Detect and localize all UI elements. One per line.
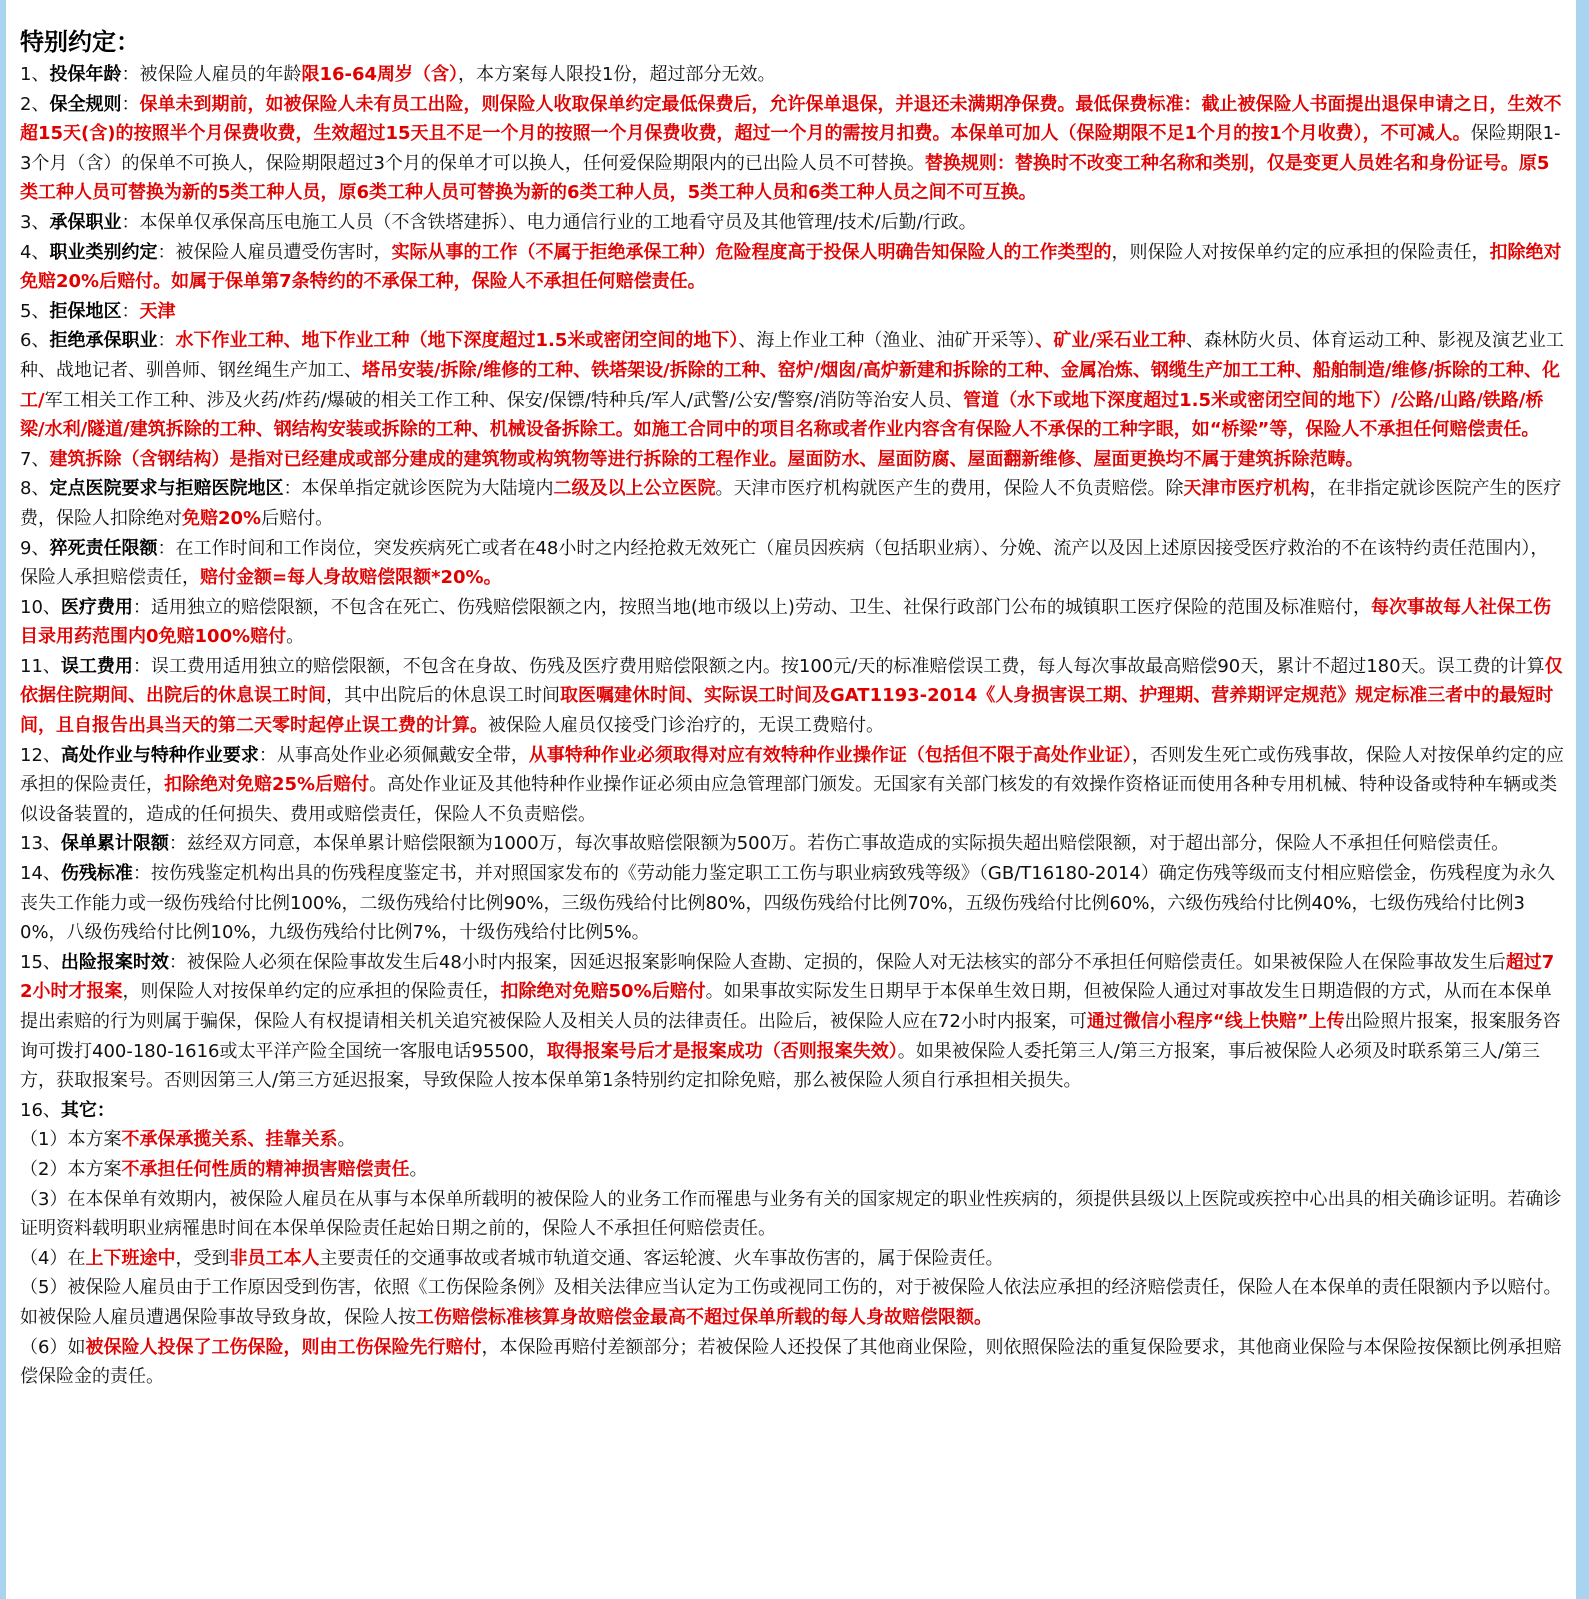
clause-heading: 猝死责任限额: [49, 537, 158, 559]
document-page: [6, 0, 1576, 1599]
clause-paragraph: [20, 593, 1564, 652]
highlight-text: 每次事故每人社保工伤目录用药范围内0免赔100%赔付: [20, 596, 1551, 648]
clause-text: 、森林防火员、体育运动工种、影视及演艺业工种、战地记者、驯兽师、钢丝绳生产加工、: [20, 330, 1564, 381]
clause-paragraph: [20, 1244, 1564, 1274]
clause-paragraph: [20, 534, 1564, 593]
highlight-text: 天津市医疗机构: [1183, 478, 1310, 500]
clause-text: 7、: [20, 448, 50, 470]
highlight-text: 替换规则：替换时不改变工种名称和类别，仅是变更人员姓名和身份证号。原5类工种人员可替换为新的5类工种人员，原6类工种人员可替换为新的6类工种人员，5类工种人员和6类工种人员之间不可互换。: [20, 152, 1550, 204]
clause-text: 3、: [20, 211, 50, 233]
clause-text: ，本方案每人限投1份，超过部分无效。: [458, 64, 776, 85]
clause-text: 12、: [20, 744, 61, 766]
highlight-text: 取得报案号后才是报案成功（否则报案失效）: [546, 1040, 898, 1062]
clause-text: ：从事高处作业必须佩戴安全带，: [258, 744, 529, 766]
highlight-text: 免赔20%: [182, 507, 262, 529]
clause-paragraph: [20, 326, 1564, 444]
clause-text: ：被保险人雇员遭受伤害时，: [157, 241, 392, 263]
clause-heading: 拒绝承保职业: [49, 330, 158, 352]
clause-paragraph: [20, 297, 1564, 327]
clause-text: 军工相关工作工种、涉及火药/炸药/爆破的相关工作工种、保安/保镖/特种兵/军人/武警/公安/警察/消防等治安人员、: [44, 389, 964, 411]
clause-text: 1、: [20, 64, 50, 85]
clause-heading: 伤残标准: [60, 863, 133, 885]
clause-paragraph: [20, 652, 1564, 741]
clause-text: ：被保险人雇员的年龄: [121, 64, 302, 85]
clause-text: （1）本方案: [20, 1129, 122, 1151]
clause-heading: 投保年龄: [49, 64, 122, 85]
clause-list: [20, 60, 1564, 1392]
clause-paragraph: [20, 90, 1564, 208]
clause-heading: 定点医院要求与拒赔医院地区: [49, 478, 284, 500]
clause-paragraph: [20, 741, 1564, 830]
clause-text: ：: [121, 93, 140, 115]
highlight-text: 上下班途中: [85, 1247, 176, 1269]
clause-text: 4、: [20, 241, 50, 263]
clause-text: 。: [337, 1129, 356, 1151]
clause-paragraph: [20, 1096, 1564, 1126]
highlight-text: 水下作业工种、地下作业工种（地下深度超过1.5米或密闭空间的地下）: [175, 330, 739, 352]
clause-text: ，则保险人对按保单约定的应承担的保险责任，: [1111, 241, 1490, 263]
clause-text: 16、: [20, 1099, 61, 1121]
clause-text: 。如果事故实际发生日期早于本保单生效日期，但被保险人通过对事故发生日期造假的方式，从而在本保单提出索赔的行为则属于骗保，保险人有权提请相关机关追究被保险人及相关人员的法律责任。出险后，被保险人应在72小时内报案，可: [20, 981, 1552, 1032]
clause-text: ：误工费用适用独立的赔偿限额，不包含在身故、伤残及医疗费用赔偿限额之内。按100元/天的标准赔偿误工费，每人每次事故最高赔偿90天，累计不超过180天。误工费的计算: [132, 655, 1545, 677]
highlight-text: 赔付金额=每人身故赔偿限额*20%。: [200, 567, 502, 589]
highlight-text: 扣除绝对免赔25%后赔付: [164, 774, 370, 796]
clause-text: ，否则发生死亡或伤残事故，保险人对按保单约定的应承担的保险责任，: [20, 744, 1564, 796]
highlight-text: 、矿业/采石业工种: [1035, 330, 1186, 352]
highlight-text: 管道（水下或地下深度超过1.5米或密闭空间的地下）/公路/山路/铁路/桥梁/水利/隧道/建筑拆除的工种、钢结构安装或拆除的工种、机械设备拆除工。如施工合同中的项目名称或者作业内容含有保险人不承保的工种字眼，如“桥梁”等，保险人不承担任何赔偿责任。: [20, 389, 1544, 441]
clause-text: 8、: [20, 478, 50, 500]
highlight-text: 二级及以上公立医院: [553, 478, 716, 500]
clause-text: 保险期限1-3个月（含）的保单不可换人，保险期限超过3个月的保单才可以换人，任何爱保险期限内的已出险人员不可替换。: [20, 123, 1561, 174]
clause-paragraph: [20, 1125, 1564, 1155]
clause-text: 。高处作业证及其他特种作业操作证必须由应急管理部门颁发。无国家有关部门核发的有效操作资格证而使用各种专用机械、特种设备或特种车辆或类似设备装置的，造成的任何损失、费用或赔偿责任，保险人不负责赔偿。: [20, 774, 1558, 825]
highlight-text: 扣除绝对免赔20%后赔付。如属于保单第7条特约的不承保工种，保险人不承担任何赔偿责任。: [20, 241, 1562, 293]
clause-paragraph: [20, 208, 1564, 238]
clause-text: 11、: [20, 655, 61, 677]
clause-text: ：本保单仅承保高压电施工人员（不含铁塔建拆）、电力通信行业的工地看守员及其他管理/技术/后勤/行政。: [121, 211, 977, 233]
clause-paragraph: [20, 445, 1564, 475]
highlight-text: 通过微信小程序“线上快赔”上传: [1086, 1011, 1345, 1032]
clause-text: （5）被保险人雇员由于工作原因受到伤害，依照《工伤保险条例》及相关法律应当认定为工伤或视同工伤的，对于被保险人依法应承担的经济赔偿责任，保险人在本保单的责任限额内予以赔付。如被保险人雇员遭遇保险事故导致身故，保险人按: [20, 1277, 1562, 1328]
clause-text: 10、: [20, 596, 61, 618]
clause-text: ：适用独立的赔偿限额，不包含在死亡、伤残赔偿限额之内，按照当地(地市级以上)劳动、卫生、社保行政部门公布的城镇职工医疗保险的范围及标准赔付，: [132, 596, 1371, 618]
highlight-text: 扣除绝对免赔50%后赔付: [500, 981, 706, 1003]
clause-text: ，在非指定就诊医院产生的医疗费，保险人扣除绝对: [20, 478, 1562, 529]
clause-text: （2）本方案: [20, 1158, 122, 1180]
clause-heading: 其它：: [60, 1099, 115, 1121]
highlight-text: 天津: [139, 300, 176, 322]
clause-paragraph: [20, 60, 1564, 90]
highlight-text: 工伤赔偿标准核算身故赔偿金最高不超过保单所载的每人身故赔偿限额。: [416, 1306, 992, 1328]
clause-text: 主要责任的交通事故或者城市轨道交通、客运轮渡、火车事故伤害的，属于保险责任。: [319, 1247, 1004, 1269]
clause-paragraph: [20, 1185, 1564, 1244]
clause-paragraph: [20, 829, 1564, 859]
highlight-text: 实际从事的工作（不属于拒绝承保工种）危险程度高于投保人明确告知保险人的工作类型的: [391, 241, 1112, 263]
clause-text: （4）在: [20, 1247, 86, 1269]
clause-heading: 承保职业: [49, 211, 122, 233]
clause-text: 6、: [20, 330, 50, 352]
clause-text: 2、: [20, 93, 50, 115]
clause-text: ，则保险人对按保单约定的应承担的保险责任，: [122, 981, 501, 1003]
clause-text: 13、: [20, 833, 61, 855]
section-title: 特别约定：: [20, 28, 140, 56]
clause-text: 。: [286, 626, 305, 648]
clause-text: 。如果被保险人委托第三人/第三方报案，事后被保险人必须及时联系第三人/第三方，获取报案号。否则因第三人/第三方延迟报案，导致保险人按本保单第1条特别约定扣除免赔，那么被保险人须自行承担相关损失。: [20, 1040, 1540, 1092]
highlight-text: 建筑拆除（含钢结构）是指对已经建成或部分建成的建筑物或构筑物等进行拆除的工程作业。屋面防水、屋面防腐、屋面翻新维修、屋面更换均不属于建筑拆除范畴。: [49, 448, 1364, 470]
clause-text: ，其中出院后的休息误工时间: [326, 685, 560, 707]
clause-text: 14、: [20, 863, 61, 885]
clause-text: 被保险人雇员仅接受门诊治疗的，无误工费赔付。: [488, 715, 884, 737]
clause-text: ：兹经双方同意，本保单累计赔偿限额为1000万，每次事故赔偿限额为500万。若伤亡事故造成的实际损失超出赔偿限额，对于超出部分，保险人不承担任何赔偿责任。: [168, 833, 1510, 855]
clause-heading: 职业类别约定: [49, 241, 158, 263]
clause-text: 9、: [20, 537, 50, 559]
clause-heading: 保全规则: [49, 93, 122, 115]
clause-paragraph: [20, 1155, 1564, 1185]
clause-heading: 医疗费用: [60, 596, 133, 618]
highlight-text: 塔吊安装/拆除/维修的工种、铁塔架设/拆除的工种、窑炉/烟囱/高炉新建和拆除的工种、金属冶炼、钢缆生产加工工种、船舶制造/维修/拆除的工种、化工/: [20, 359, 1561, 411]
clause-text: 后赔付。: [261, 507, 334, 529]
highlight-text: 超过72小时才报案: [20, 951, 1555, 1003]
clause-paragraph: [20, 1333, 1564, 1392]
highlight-text: 保单未到期前，如被保险人未有员工出险，则保险人收取保单约定最低保费后，允许保单退保，并退还未满期净保费。最低保费标准：截止被保险人书面提出退保申请之日，生效不超15天(含)的按照半个月保费收费，生效超过15天且不足一个月的按照一个月保费收费，超过一个月的需按月扣费。本保单可加人（保险期限不足1个月的按1个月收费），不可减人。: [20, 93, 1562, 145]
clause-heading: 拒保地区: [49, 300, 122, 322]
highlight-text: 仅依据住院期间、出院后的休息误工时间: [20, 655, 1563, 707]
clause-text: ：在工作时间和工作岗位，突发疾病死亡或者在48小时之内经抢救无效死亡（雇员因疾病（包括职业病）、分娩、流产以及因上述原因接受医疗救治的不在该特约责任范围内），保险人承担赔偿责任，: [20, 537, 1549, 589]
clause-text: ：: [157, 330, 176, 352]
highlight-text: 不承担任何性质的精神损害赔偿责任: [121, 1158, 410, 1180]
clause-text: ，本保险再赔付差额部分；若被保险人还投保了其他商业保险，则依照保险法的重复保险要求，其他商业保险与本保险按保额比例承担赔偿保险金的责任。: [20, 1336, 1562, 1388]
clause-text: （6）如: [20, 1336, 86, 1358]
highlight-text: 非员工本人: [229, 1247, 320, 1269]
highlight-text: 不承保承揽关系、挂靠关系: [121, 1129, 338, 1151]
highlight-text: 被保险人投保了工伤保险，则由工伤保险先行赔付: [85, 1336, 482, 1358]
clause-text: （3）在本保单有效期内，被保险人雇员在从事与本保单所载明的被保险人的业务工作而罹患与业务有关的国家规定的职业性疾病的，须提供县级以上医院或疾控中心出具的相关确诊证明。若确诊证明资料载明职业病罹患时间在本保单保险责任起始日期之前的，保险人不承担任何赔偿责任。: [20, 1188, 1562, 1240]
clause-text: ：被保险人必须在保险事故发生后48小时内报案，因延迟报案影响保险人查勘、定损的，保险人对无法核实的部分不承担任何赔偿责任。如果被保险人在保险事故发生后: [168, 951, 1506, 973]
clause-text: ：本保单指定就诊医院为大陆境内: [283, 478, 554, 500]
clause-paragraph: [20, 474, 1564, 533]
clause-paragraph: [20, 948, 1564, 1096]
clause-paragraph: [20, 859, 1564, 948]
highlight-text: 取医嘱建休时间、实际误工时间及GAT1193-2014《人身损害误工期、护理期、营养期评定规范》规定标准三者中的最短时间，且自报告出具当天的第二天零时起停止误工费的计算。: [20, 685, 1554, 737]
clause-paragraph: [20, 238, 1564, 297]
highlight-text: 从事特种作业必须取得对应有效特种作业操作证（包括但不限于高处作业证）: [528, 744, 1132, 766]
clause-text: 出险照片报案，报案服务咨询可拨打400-180-1616或太平洋产险全国统一客服电话95500，: [20, 1011, 1561, 1062]
clause-text: 15、: [20, 951, 61, 973]
clause-paragraph: [20, 1273, 1564, 1332]
clause-text: 5、: [20, 300, 50, 322]
highlight-text: 限16-64周岁（含）: [301, 64, 459, 85]
clause-text: 、海上作业工种（渔业、油矿开采等）: [738, 330, 1036, 352]
clause-text: ：按伤残鉴定机构出具的伤残程度鉴定书，并对照国家发布的《劳动能力鉴定职工工伤与职业病致残等级》（GB/T16180-2014）确定伤残等级而支付相应赔偿金，伤残程度为永久丧失工作能力或一级伤残给付比例100%，二级伤残给付比例90%，三级伤残给付比例80%，四级伤残给付比例70%，五级伤残给付比例60%，六级伤残给付比例40%，七级伤残给付比例30%，八级伤残给付比例10%，九级伤残给付比例7%，十级伤残给付比例5%。: [20, 863, 1555, 944]
clause-heading: 误工费用: [60, 655, 133, 677]
clause-text: 。: [409, 1158, 428, 1180]
clause-text: ：: [121, 300, 140, 322]
clause-heading: 出险报案时效: [60, 951, 169, 973]
clause-heading: 保单累计限额: [60, 833, 169, 855]
clause-text: ，受到: [175, 1247, 230, 1269]
clause-heading: 高处作业与特种作业要求: [60, 744, 259, 766]
clause-text: 。天津市医疗机构就医产生的费用，保险人不负责赔偿。除: [715, 478, 1184, 500]
